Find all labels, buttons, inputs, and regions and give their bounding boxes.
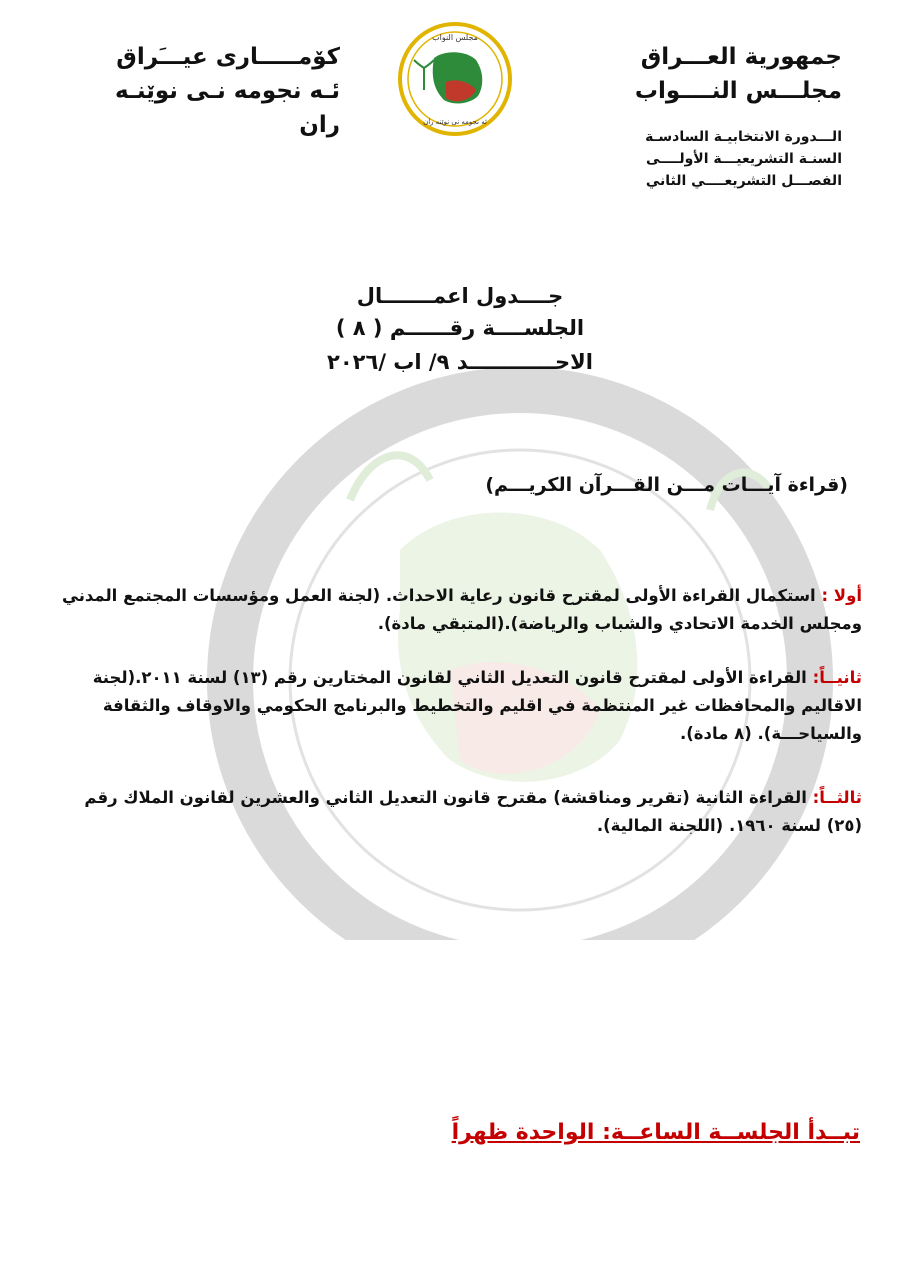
watermark-seal-icon	[150, 350, 840, 940]
agenda-item-text: القراءة الأولى لمقترح قانون التعديل الثاني لقانون المختارين رقم (١٣) لسنة ٢٠١١.(لجنة الاقاليم والمحافظات غير المنتظمة في اقليم والتخطيط والبرنامج الحكومي والاوقاف والثقافة والسياحـــة). (٨ مادة).	[92, 668, 862, 743]
council-name: مجلـــس النــــواب	[634, 78, 842, 104]
seal-bottom-text: ئه نجومه نى نوێنه ران	[423, 118, 487, 126]
country-name: جمهورية العـــراق	[640, 44, 842, 70]
opening-quran-reading: (قراءة آيـــات مـــن القـــرآن الكريـــم)	[485, 474, 848, 496]
session-meta	[542, 126, 842, 192]
agenda-item-text: استكمال القراءة الأولى لمقترح قانون رعاية الاحداث. (لجنة العمل ومؤسسات المجتمع المدني ومجلس الخدمة الاتحادي والشباب والرياضة).(المتبقي مادة).	[62, 586, 862, 633]
session-number: الجلســــة رقــــــم ( ٨ )	[335, 316, 585, 340]
electoral-term: الـــدورة الانتخابيـة السادسـة	[645, 129, 842, 145]
agenda-item-label: ثالثــاً:	[812, 788, 862, 807]
agenda-item	[62, 784, 862, 840]
header-left	[80, 40, 340, 142]
session-start-time: تبــدأ الجلســة الساعــة: الواحدة ظهراً	[451, 1120, 860, 1145]
agenda-item-label: أولا :	[821, 586, 862, 605]
header-right	[542, 40, 842, 192]
session-date: الاحــــــــــــد ٩/ اب /٢٠٢٦	[327, 350, 593, 374]
agenda-item	[62, 582, 862, 638]
agenda-item-label: ثانيــاً:	[812, 668, 862, 687]
agenda-item-text: القراءة الثانية (تقرير ومناقشة) مقترح قانون التعديل الثاني والعشرين لقانون الملاك رقم (٢٥) لسنة ١٩٦٠. (اللجنة المالية).	[84, 788, 862, 835]
parliament-seal-icon	[396, 20, 514, 138]
agenda-title: جــــدول اعمـــــــال	[356, 284, 564, 308]
legislative-term: الفصـــل التشريعــــي الثاني	[645, 173, 842, 189]
agenda-item	[62, 664, 862, 748]
legislative-year: السنـة التشريعيـــة الأولــــى	[646, 151, 842, 167]
council-name-kurdish: ئـه نجومه نـى نوێنـه ران	[115, 78, 340, 138]
seal-top-text: مجلس النواب	[432, 33, 478, 42]
country-name-kurdish: كۆمـــــارى عيـــَراق	[116, 44, 340, 70]
